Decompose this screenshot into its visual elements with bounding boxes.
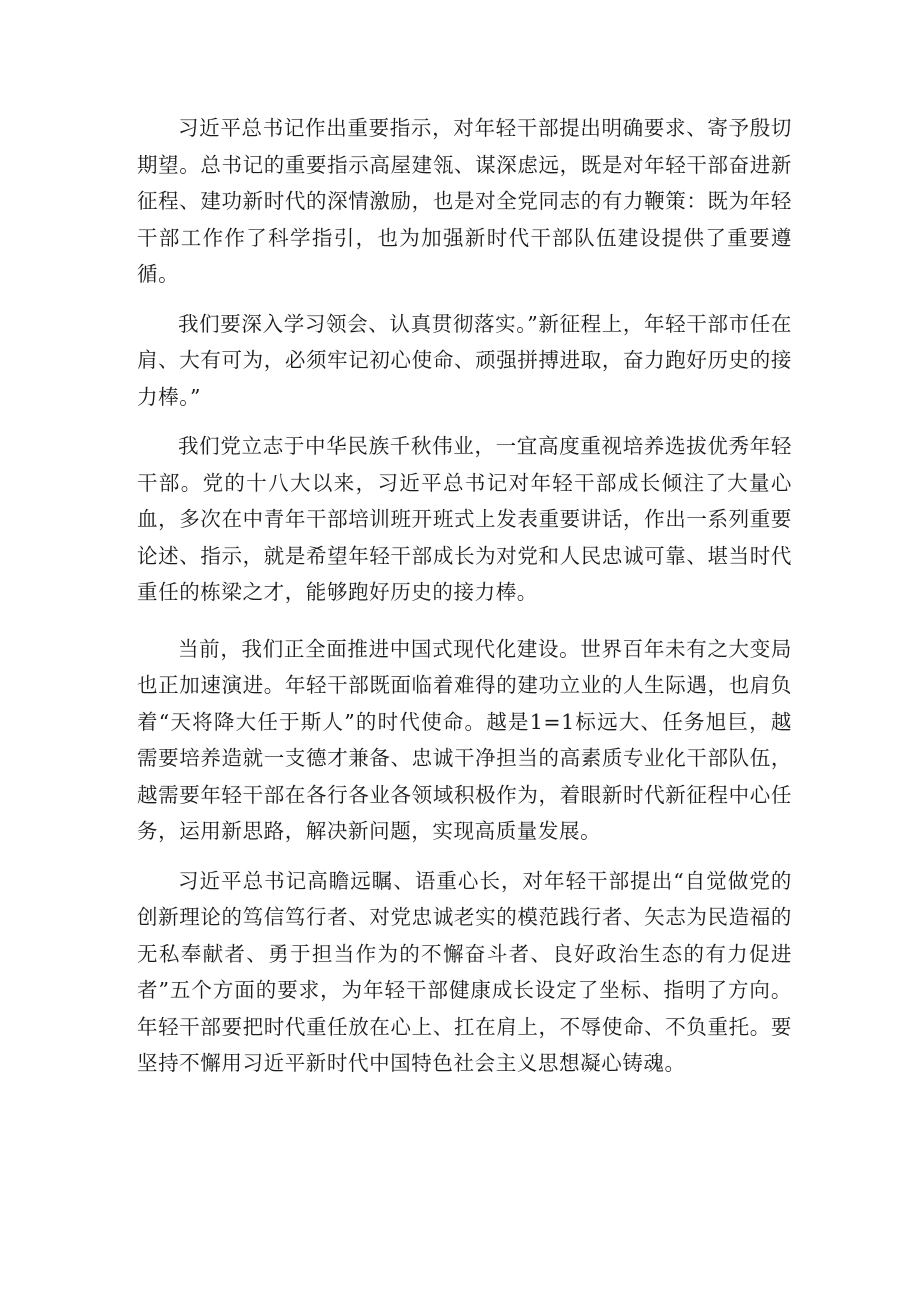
paragraph: 习近平总书记作出重要指示，对年轻干部提出明确要求、寄予殷切期望。总书记的重要指示高屋建瓴、谋深虑远，既是对年轻干部奋进新征程、建功新时代的深情激励，也是对全党同志的有力鞭策：既为年轻干部工作作了科学指引，也为加强新时代干部队伍建设提供了重要遵循。	[137, 116, 792, 286]
document-body	[137, 110, 792, 1082]
paragraph: 习近平总书记高瞻远瞩、语重心长，对年轻干部提出“自觉做党的创新理论的笃信笃行者、对党忠诚老实的模范践行者、矢志为民造福的无私奉献者、勇于担当作为的不懈奋斗者、良好政治生态的有力促进者”五个方面的要求，为年轻干部健康成长设定了坐标、指明了方向。年轻干部要把时代重任放在心上、扛在肩上，不辱使命、不负重托。要坚持不懈用习近平新时代中国特色社会主义思想凝心铸魂。	[137, 868, 792, 1075]
paragraph: 我们党立志于中华民族千秋伟业，一宜高度重视培养选拔优秀年轻干部。党的十八大以来，习近平总书记对年轻干部成长倾注了大量心血，多次在中青年干部培训班开班式上发表重要讲话，作出一系列重要论述、指示，就是希望年轻干部成长为对党和人民忠诚可靠、堪当时代重任的栋梁之才，能够跑好历史的接力棒。	[137, 434, 792, 604]
paragraph: 我们要深入学习领会、认真贯彻落实。”新征程上，年轻干部市任在肩、大有可为，必须牢记初心使命、顽强拼搏进取，奋力跑好历史的接力棒。”	[137, 311, 792, 409]
paragraph: 当前，我们正全面推进中国式现代化建设。世界百年未有之大变局也正加速演进。年轻干部既面临着难得的建功立业的人生际遇，也肩负着“天将降大任于斯人”的时代使命。越是1=1标远大、任务旭巨，越需要培养造就一支德才兼备、忠诚干净担当的高素质专业化干部队伍，越需要年轻干部在各行各业各领域积极作为，着眼新时代新征程中心任务，运用新思路，解决新问题，实现高质量发展。	[137, 636, 792, 843]
